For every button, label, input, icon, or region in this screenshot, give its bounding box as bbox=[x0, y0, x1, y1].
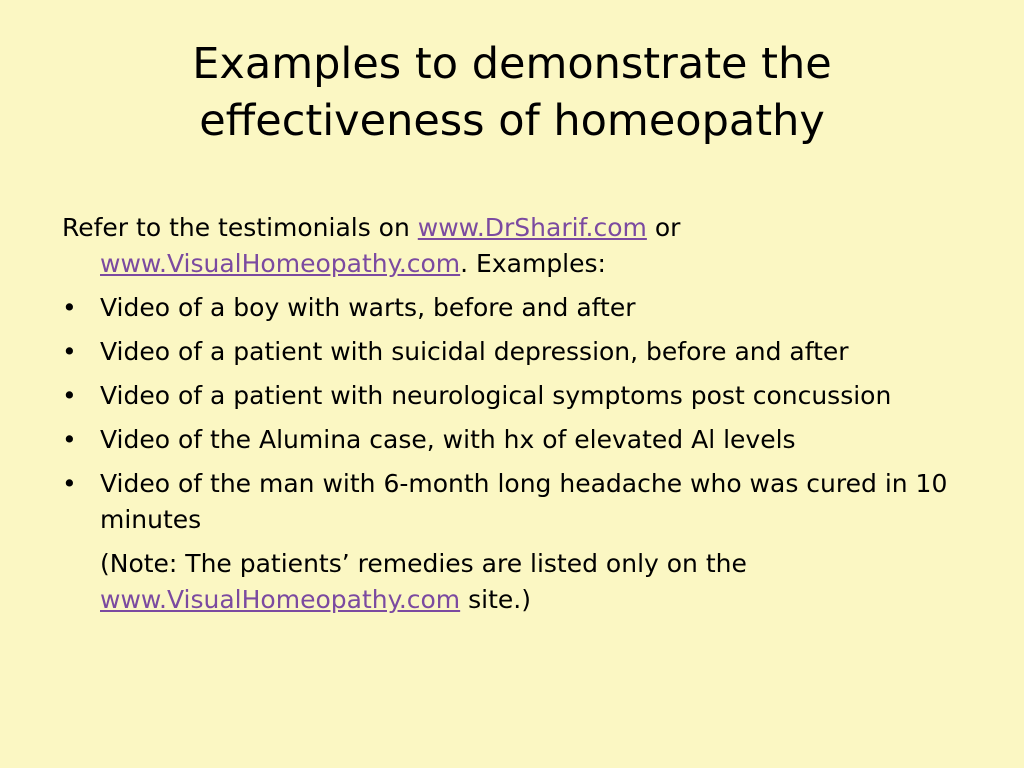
intro-text-2: or bbox=[646, 213, 681, 242]
list-item bbox=[62, 466, 982, 538]
visualhomeopathy-link[interactable]: www.VisualHomeopathy.com bbox=[100, 249, 461, 278]
note-text-2: site.) bbox=[460, 585, 531, 614]
list-item-text: Video of the man with 6-month long headache who was cured in 10 minutes bbox=[100, 469, 948, 534]
slide-title bbox=[60, 36, 964, 150]
list-item bbox=[62, 334, 982, 370]
slide-body bbox=[62, 210, 982, 618]
note-paragraph bbox=[62, 546, 982, 618]
list-item-text: Video of a patient with suicidal depression, before and after bbox=[100, 337, 849, 366]
intro-text-3: . Examples: bbox=[460, 249, 606, 278]
bullet-icon: • bbox=[62, 425, 77, 454]
examples-list bbox=[62, 290, 982, 538]
list-item-text: Video of a patient with neurological symptoms post concussion bbox=[100, 381, 892, 410]
bullet-icon: • bbox=[62, 293, 77, 322]
note-text-1: (Note: The patients’ remedies are listed only on the bbox=[100, 549, 747, 578]
intro-paragraph bbox=[62, 210, 982, 282]
list-item-text: Video of the Alumina case, with hx of elevated Al levels bbox=[100, 425, 796, 454]
bullet-icon: • bbox=[62, 381, 77, 410]
slide-title-line-1: Examples to demonstrate the bbox=[192, 39, 832, 89]
list-item bbox=[62, 290, 982, 326]
bullet-icon: • bbox=[62, 337, 77, 366]
slide-title-line-2: effectiveness of homeopathy bbox=[199, 96, 825, 146]
visualhomeopathy-note-link[interactable]: www.VisualHomeopathy.com bbox=[100, 585, 461, 614]
drsharif-link[interactable]: www.DrSharif.com bbox=[417, 213, 647, 242]
intro-text-1: Refer to the testimonials on bbox=[62, 213, 418, 242]
bullet-icon: • bbox=[62, 469, 77, 498]
list-item bbox=[62, 378, 982, 414]
list-item bbox=[62, 422, 982, 458]
list-item-text: Video of a boy with warts, before and after bbox=[100, 293, 636, 322]
